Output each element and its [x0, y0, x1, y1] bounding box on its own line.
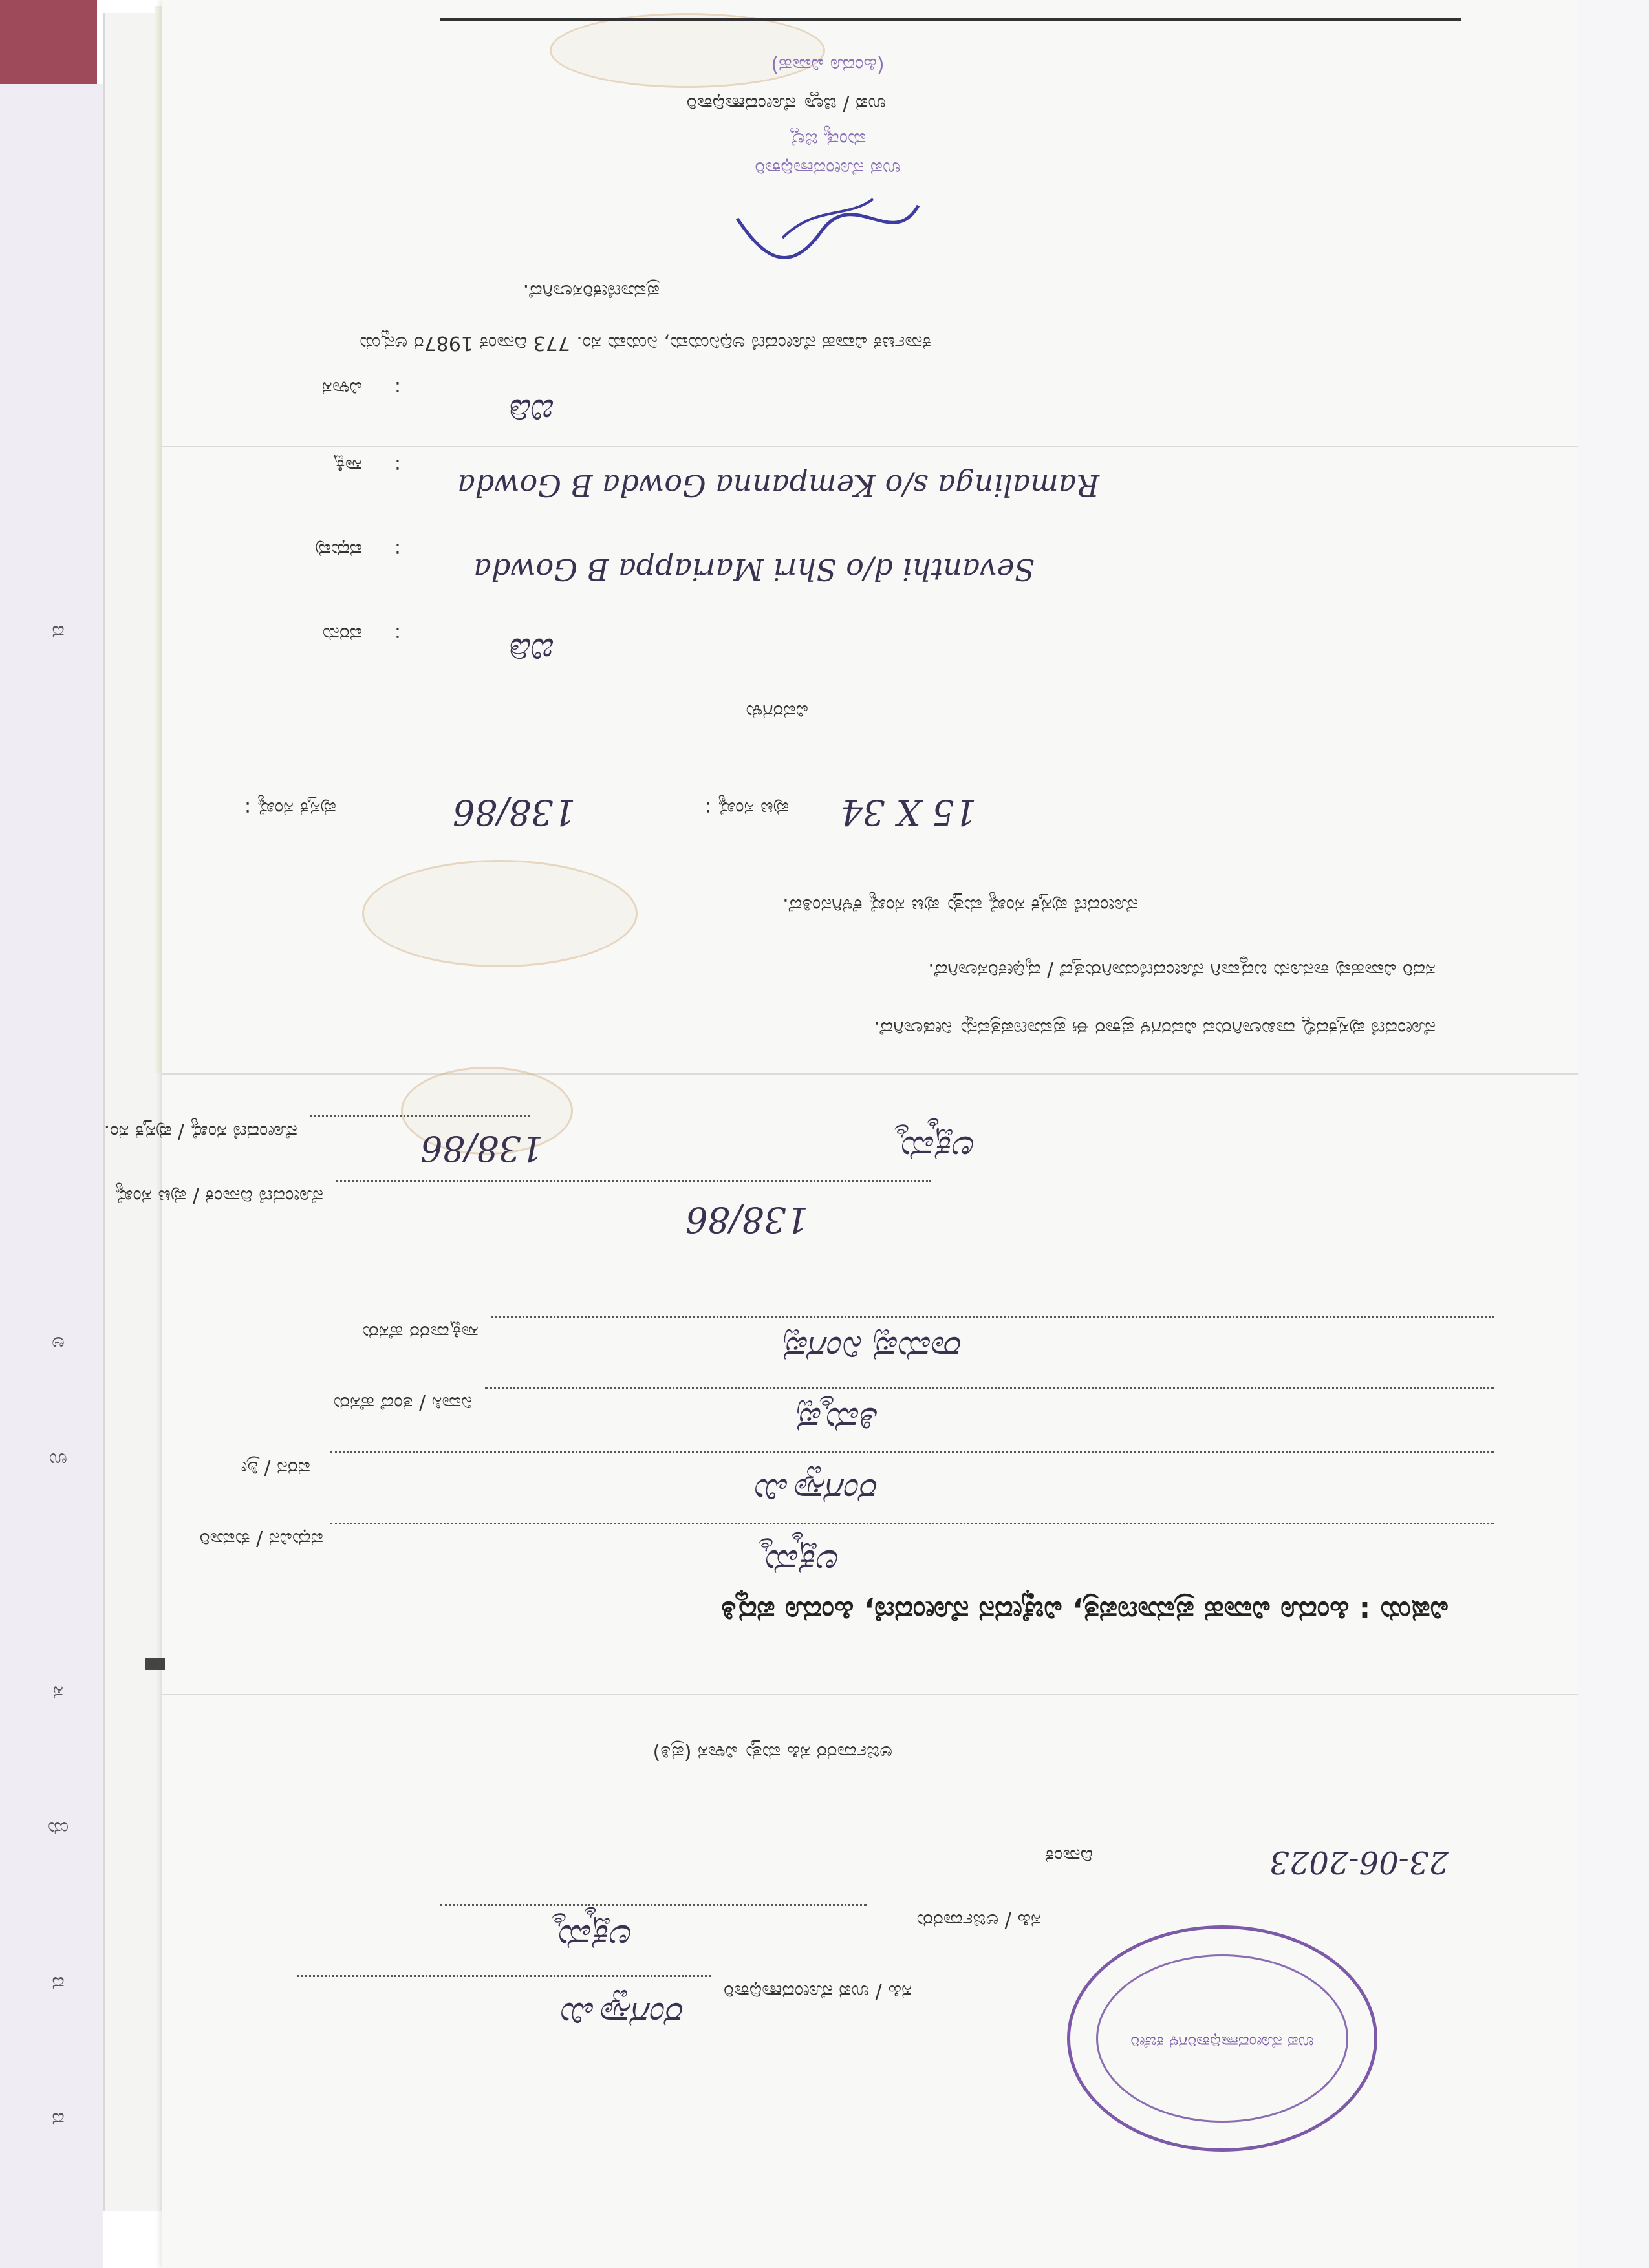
groom-label: ವರನ / ಶ್ರೀ	[241, 1457, 310, 1479]
footer-date-value: 23-06-2023	[1269, 1844, 1449, 1880]
body-line: ಸದರಿ ವಿವಾಹವು ಕಾನೂನು ಬದ್ಧವಾಗಿ ನೋಂದಣಿಯಾಗಿರುತ್ತದೆ / ದೃಢೀಕರಿಸಲಾಗಿದೆ.	[928, 959, 1436, 981]
witness-line	[491, 1316, 1494, 1318]
register-value-a: 138/86	[453, 792, 576, 833]
bride-line	[330, 1523, 1494, 1524]
footer-applicant-line	[440, 1904, 867, 1906]
witness-label: ಸಾಕ್ಷಿದಾರರ ಹೆಸರು	[362, 1321, 479, 1343]
reg-no-signature: ಲಕ್ಷ್ಮಮ್ಮ	[898, 1128, 976, 1169]
margin-char: ಅ	[52, 1332, 65, 1354]
certificate-document	[103, 0, 1578, 2268]
margin-char: ಸ	[53, 1681, 63, 1704]
place-value: ತಿಮ್ಮಪ್ಪ	[797, 1400, 879, 1440]
officer-stamp-office: (ಹಿಂದೂ ವಿವಾಹ)	[771, 54, 885, 76]
footer-signature-label: ಸಹಿ / ಉಪ ನೋಂದಣಾಧಿಕಾರಿ	[723, 1980, 912, 2003]
footer-applicant-label: ಸಹಿ / ಅರ್ಜಿದಾರರು	[916, 1909, 1041, 1932]
round-seal	[1067, 1925, 1377, 2152]
groom-line	[330, 1451, 1494, 1453]
margin-char: ದ	[52, 2108, 65, 2130]
right-background-page	[1578, 0, 1649, 2268]
footer-signature-value: ರಂಗಸ್ವಾಮಿ	[562, 1995, 685, 2035]
place-label: ನಿವಾಸಿ / ತಂದೆ ಹೆಸರು	[333, 1392, 472, 1415]
officer-stamp-line-1: ಉಪ ನೋಂದಣಾಧಿಕಾರಿ	[755, 157, 901, 180]
reg-no-value: 138/86	[420, 1128, 543, 1169]
left-background-page	[0, 84, 103, 2268]
detail-value: Ramalinga s/o Kempanna Gowda B Gowda	[457, 468, 1099, 503]
detail-label: ವಿಳಾಸ	[321, 377, 362, 400]
reg-no-label-2: ನೋಂದಣಿ ದಿನಾಂಕ / ಪುಟ ಸಂಖ್ಯೆ	[115, 1185, 323, 1208]
margin-char: ದ	[52, 1972, 65, 1995]
officer-stamp-line-2: ಮಂಡ್ಯ ಜಿಲ್ಲೆ	[789, 128, 867, 151]
reg-no-value-2: 138/86	[685, 1199, 808, 1240]
footer-date-label: ದಿನಾಂಕ	[1045, 1845, 1093, 1867]
detail-label: ವಧುವು	[315, 539, 362, 561]
detail-value: ಬಿಡಿ	[510, 391, 556, 432]
document-title: ವಿಷಯ : ಹಿಂದೂ ವಿವಾಹ ಪ್ರಮಾಣಪತ್ರ, ವಿಚ್ಛೇದನ ನೋಂದಣಿ, ಹಿಂದೂ ಪದ್ಧತಿ	[721, 1595, 1449, 1628]
place-line	[485, 1387, 1494, 1389]
bride-value: ಲಕ್ಷ್ಮಮ್ಮ	[762, 1542, 841, 1583]
reg-no-label: ನೋಂದಣಿ ಸಂಖ್ಯೆ / ಪುಸ್ತಕ ಸಂ.	[103, 1120, 297, 1143]
detail-colon: :	[394, 377, 401, 400]
witness-value: ರಾಮಪ್ಪ ನಿಂಗಪ್ಪ	[784, 1329, 964, 1369]
round-seal-text: ಉಪ ನೋಂದಣಾಧಿಕಾರಿಗಳ ಕಚೇರಿ	[1130, 2032, 1314, 2051]
section-heading: ವಿವರಗಳು	[746, 700, 808, 723]
certify-line: ಪ್ರಮಾಣೀಕರಿಸಲಾಗಿದೆ.	[523, 280, 660, 303]
detail-colon: :	[394, 539, 401, 561]
margin-char: ಉ	[49, 1448, 67, 1471]
register-label-a: ಪುಸ್ತಕ ಸಂಖ್ಯೆ :	[244, 797, 336, 820]
detail-label: ಸಾಕ್ಷಿ	[332, 455, 362, 477]
detail-colon: :	[394, 455, 401, 477]
bride-label: ವಧುವಿನ / ಕುಮಾರಿ	[199, 1528, 323, 1550]
reg-no-line	[310, 1115, 530, 1117]
register-label-b: ಪುಟ ಸಂಖ್ಯೆ :	[705, 797, 789, 820]
detail-value: Sevanthi d/o Shri Mariappa B Gowda	[473, 552, 1035, 587]
margin-char: ದ	[52, 621, 65, 643]
officer-signature	[724, 173, 931, 277]
groom-value: ರಂಗಸ್ವಾಮಿ	[756, 1471, 879, 1512]
officer-line: ಉಪ / ಜಿಲ್ಲಾ ನೋಂದಣಾಧಿಕಾರಿ	[686, 92, 886, 115]
register-value-b: 15 X 34	[840, 792, 976, 833]
reg-no-line-2	[336, 1180, 931, 1182]
detail-value: ಬಿಡಿ	[510, 630, 556, 671]
footer-note: ಅರ್ಜಿದಾರರ ಸಹಿ ಮತ್ತು ವಿಳಾಸ (ಪ್ರತಿ)	[652, 1741, 892, 1764]
footer-applicant-signature: ಲಕ್ಷ್ಮಮ್ಮ	[555, 1917, 634, 1958]
detail-label: ವರನು	[322, 623, 362, 645]
footer-signature-line	[297, 1975, 711, 1977]
act-line: ಕರ್ನಾಟಕ ವಿವಾಹ ನೋಂದಣಿ ಅಧಿನಿಯಮ, ನಿಯಮ ಸಂ. 773 ದಿನಾಂಕ 1987ರ ಅನ್ವಯ	[360, 332, 931, 354]
body-line: ನೋಂದಣಿ ಪುಸ್ತಕ ಸಂಖ್ಯೆ ಮತ್ತು ಪುಟ ಸಂಖ್ಯೆ ಕೆಳಗಿನಂತಿದೆ.	[782, 894, 1138, 917]
detail-colon: :	[394, 623, 401, 645]
body-line: ನೋಂದಣಿ ಪುಸ್ತಕದಲ್ಲಿ ದಾಖಲಾಗಿರುವ ವಿವರಗಳ ಪ್ರಕಾರ ಈ ಪ್ರಮಾಣಪತ್ರವನ್ನು ನೀಡಲಾಗಿದೆ.	[873, 1017, 1436, 1040]
margin-char: ಯ	[47, 1817, 69, 1839]
